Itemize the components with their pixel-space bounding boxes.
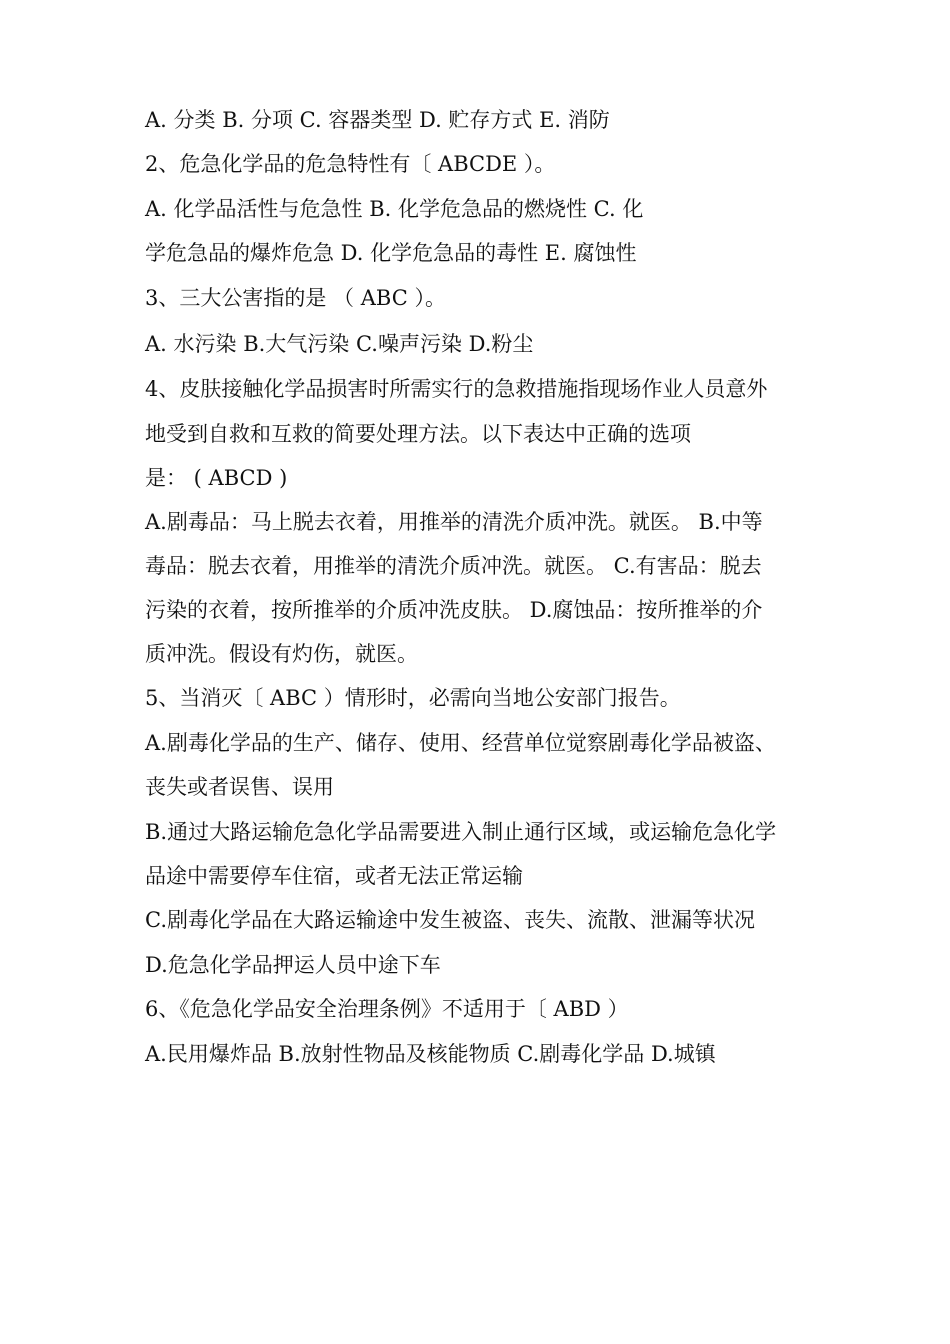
q3-options: A. 水污染 B.大气污染 C.噪声污染 D.粉尘 (145, 332, 534, 356)
q4-question-line-3: 是： ( ABCD ) (145, 466, 288, 490)
q5-option-b-line-2: 品途中需要停车住宿，或者无法正常运输 (145, 864, 523, 888)
q4-question-line-2: 地受到自救和互救的简要处理方法。以下表达中正确的选项 (145, 422, 691, 446)
q2-options-line-2: 学危急品的爆炸危急 D. 化学危急品的毒性 E. 腐蚀性 (145, 241, 637, 265)
q5-option-a-line-2: 丧失或者误售、误用 (145, 775, 334, 799)
q5-option-a-line-1: A.剧毒化学品的生产、储存、使用、经营单位觉察剧毒化学品被盗、 (145, 731, 776, 755)
q4-options-line-3: 污染的衣着，按所推举的介质冲洗皮肤。 D.腐蚀品：按所推举的介 (145, 598, 763, 622)
q2-question: 2、危急化学品的危急特性有〔 ABCDE ）。 (145, 152, 556, 176)
q2-options-line-1: A. 化学品活性与危急性 B. 化学危急品的燃烧性 C. 化 (145, 197, 644, 221)
q1-options-line: A. 分类 B. 分项 C. 容器类型 D. 贮存方式 E. 消防 (145, 108, 610, 132)
q6-options: A.民用爆炸品 B.放射性物品及核能物质 C.剧毒化学品 D.城镇 (145, 1042, 716, 1066)
q3-question: 3、三大公害指的是 （ ABC ）。 (145, 286, 446, 310)
q5-option-c: C.剧毒化学品在大路运输途中发生被盗、丧失、流散、泄漏等状况 (145, 908, 755, 932)
q5-question: 5、当消灭〔 ABC ）情形时，必需向当地公安部门报告。 (145, 686, 681, 710)
q5-option-d: D.危急化学品押运人员中途下车 (145, 953, 441, 977)
q4-options-line-2: 毒品：脱去衣着，用推举的清洗介质冲洗。就医。 C.有害品：脱去 (145, 554, 762, 578)
q4-options-line-1: A.剧毒品：马上脱去衣着，用推举的清洗介质冲洗。就医。 B.中等 (145, 510, 763, 534)
q4-question-line-1: 4、皮肤接触化学品损害时所需实行的急救措施指现场作业人员意外 (145, 377, 768, 401)
q5-option-b-line-1: B.通过大路运输危急化学品需要进入制止通行区域，或运输危急化学 (145, 820, 777, 844)
q4-options-line-4: 质冲洗。假设有灼伤，就医。 (145, 642, 418, 666)
q6-question: 6、《危急化学品安全治理条例》不适用于〔 ABD ） (145, 997, 629, 1021)
